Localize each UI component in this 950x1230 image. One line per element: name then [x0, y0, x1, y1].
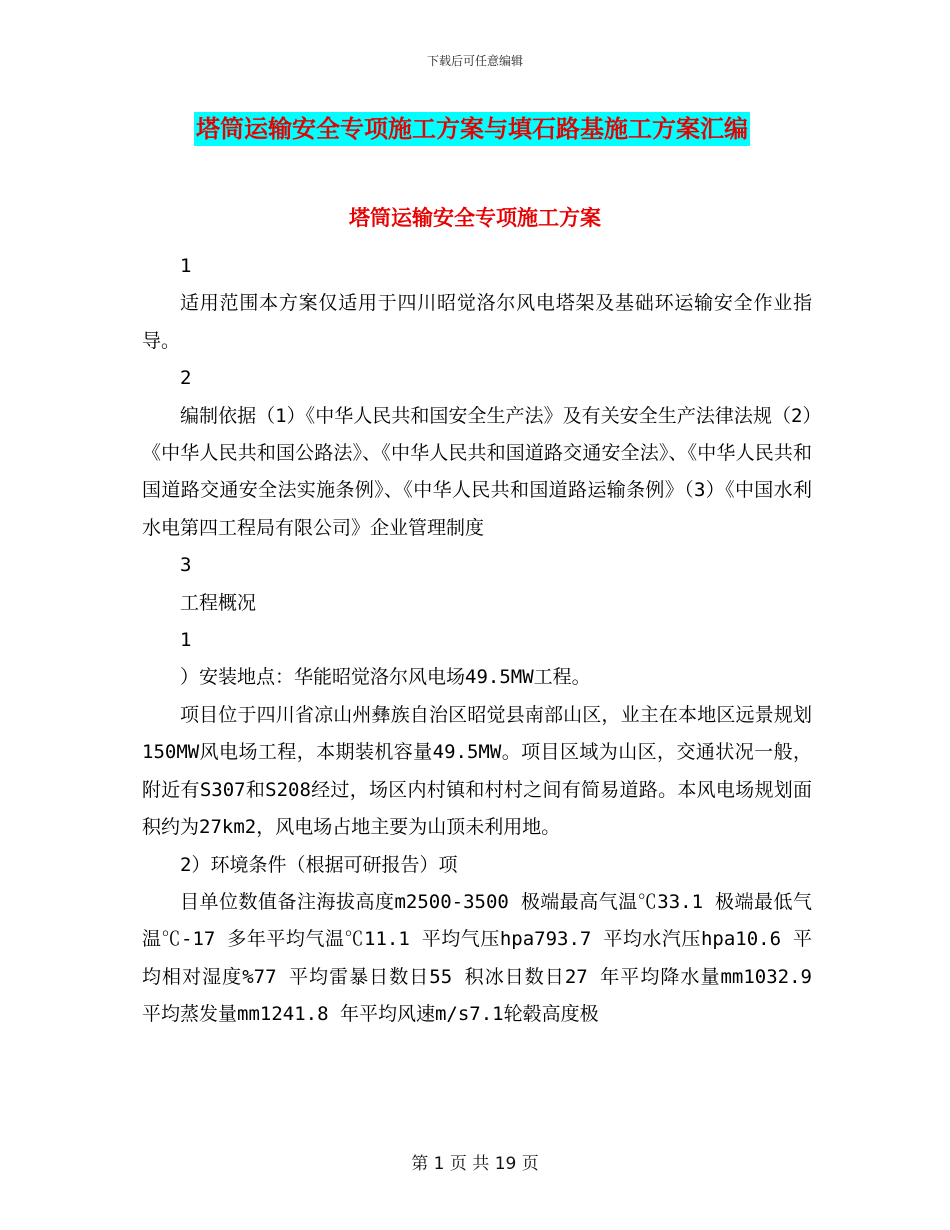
document-body: [142, 248, 812, 1034]
paragraph: 项目位于四川省凉山州彝族自治区昭觉县南部山区，业主在本地区远景规划150MW风电场工程，本期装机容量49.5MW。项目区域为山区，交通状况一般，附近有S307和S208经过，场区内村镇和村村之间有简易道路。本风电场规划面积约为27km2，风电场占地主要为山顶未利用地。: [142, 703, 812, 839]
paragraph: 适用范围本方案仅适用于四川昭觉洛尔风电塔架及基础环运输安全作业指导。: [142, 292, 812, 352]
paragraph: 2: [180, 367, 192, 390]
section-title: 塔筒运输安全专项施工方案: [349, 205, 601, 230]
paragraph: 2）环境条件（根据可研报告）项: [180, 853, 458, 876]
document-title: 塔筒运输安全专项施工方案与填石路基施工方案汇编: [194, 112, 750, 146]
page-number-footer: 第 1 页 共 19 页: [411, 1154, 539, 1174]
page-header-note: 下载后可任意编辑: [426, 54, 523, 68]
paragraph: ）安装地点：华能昭觉洛尔风电场49.5MW工程。: [180, 666, 591, 689]
paragraph: 编制依据（1）《中华人民共和国安全生产法》及有关安全生产法律法规（2）《中华人民共和国公路法》、《中华人民共和国道路交通安全法》、《中华人民共和国道路交通安全法实施条例》、《中华人民共和国道路运输条例》（3）《中国水利水电第四工程局有限公司》企业管理制度: [142, 404, 812, 539]
paragraph: 1: [180, 255, 192, 277]
paragraph: 目单位数值备注海拔高度m2500-3500 极端最高气温℃33.1 极端最低气温℃-17 多年平均气温℃11.1 平均气压hpa793.7 平均水汽压hpa10.6 平均相对湿度%77 平均雷暴日数日55 积冰日数日27 年平均降水量mm1032.9 平均蒸发量mm1241.8 年平均风速m/s7.1轮毂高度极: [142, 890, 812, 1026]
paragraph: 3: [180, 554, 192, 577]
paragraph: 1: [180, 629, 192, 652]
paragraph: 工程概况: [180, 591, 257, 614]
